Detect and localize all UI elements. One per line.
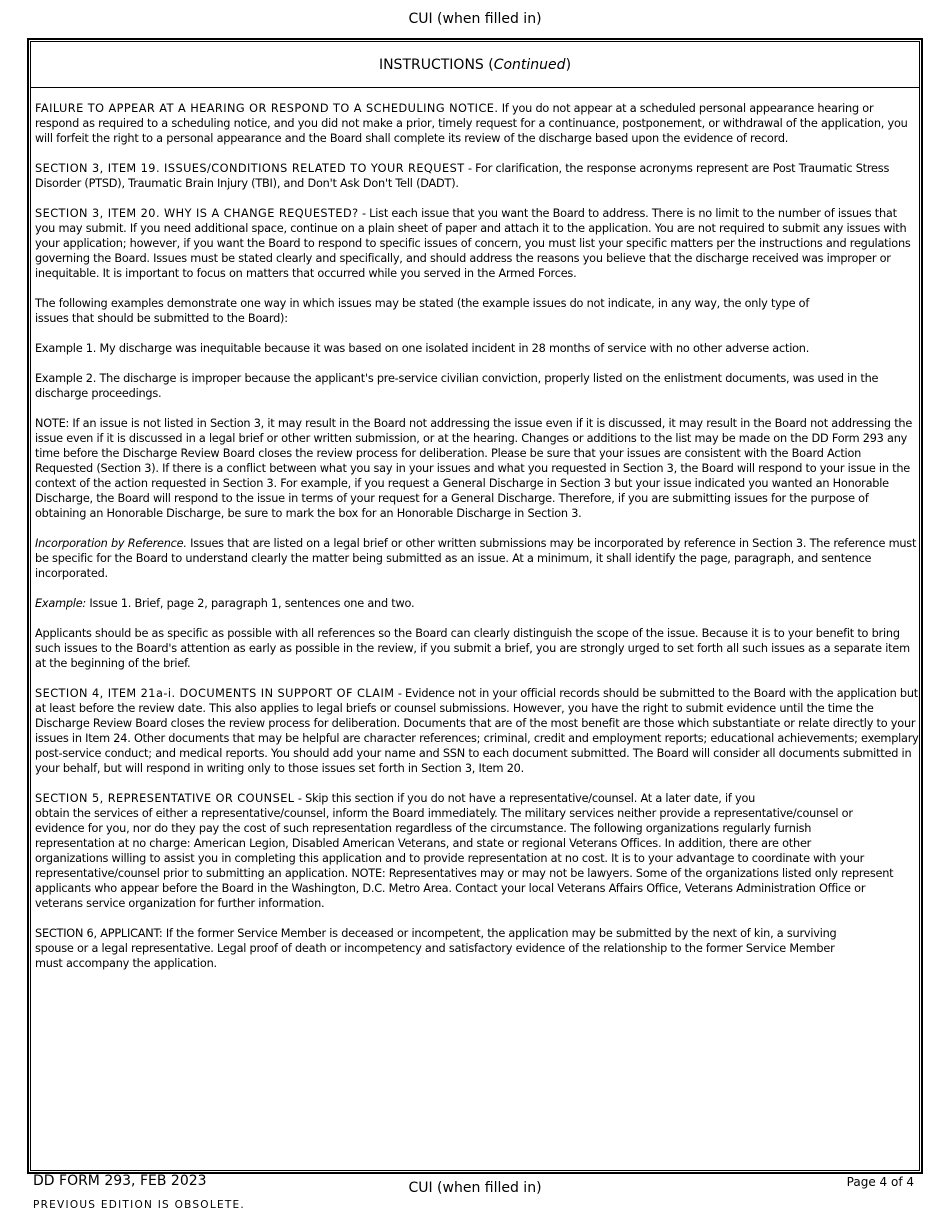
- paragraph-text: - For clarification, the response acronyms represent are Post Traumatic Stress Disorder (PTSD), Traumatic Brain Injury (TBI), and Don't Ask Don't Tell (DADT).: [35, 162, 890, 190]
- paragraph-item-19: [35, 161, 919, 191]
- form-inner-border: [30, 41, 920, 1171]
- paragraph-line: - Skip this section if you do not have a representative/counsel. At a later date, if you: [294, 792, 756, 805]
- paragraph-text: If you do not appear at a scheduled personal appearance hearing or respond as required to a scheduling notice, and you did not make a prior, timely request for a continuance, postponement, or withdrawal of the application, you will forfeit the right to a personal appearance and the Board shall complete its review of the discharge based upon the evidence of record.: [35, 102, 908, 145]
- paragraph-failure-to-appear: [35, 101, 919, 146]
- paragraph-heading: SECTION 3, ITEM 20. WHY IS A CHANGE REQUESTED?: [35, 207, 359, 220]
- paragraph-heading: SECTION 5, REPRESENTATIVE OR COUNSEL: [35, 792, 295, 805]
- paragraph-section-6: [35, 926, 919, 971]
- paragraph-line: veterans service organization for further information.: [35, 897, 325, 910]
- paragraph-text: - List each issue that you want the Board to address. There is no limit to the number of issues that you may submit. If you need additional space, continue on a plain sheet of paper and attach it to the application. You are not required to submit any issues with your application; however, if you want the Board to respond to specific issues of concern, you must list your specific matters per the instructions and regulations governing the Board. Issues must be stated clearly and specifically, and should address the reasons you believe that the discharge received was improper or inequitable. It is important to focus on matters that occurred while you served in the Armed Forces.: [35, 207, 911, 280]
- paragraph-line: obtain the services of either a representative/counsel, inform the Board immediately. The military services neither provide a representative/counsel or: [35, 807, 853, 820]
- paragraph-section-4: [35, 686, 919, 776]
- form-number: DD FORM 293, FEB 2023: [33, 1173, 207, 1189]
- paragraph-item-20: [35, 206, 919, 281]
- paragraph-line: issues that should be submitted to the Board):: [35, 312, 288, 325]
- paragraph-line: applicants who appear before the Board in the Washington, D.C. Metro Area. Contact your local Veterans Affairs Office, Veterans Administration Office or: [35, 882, 866, 895]
- paragraph-line: If the former Service Member is deceased or incompetent, the application may be submitted by the next of kin, a surviving: [162, 927, 837, 940]
- header-title-italic: Continued: [493, 56, 566, 73]
- paragraph-heading: SECTION 6, APPLICANT:: [35, 927, 163, 940]
- paragraph-section-5: [35, 791, 919, 911]
- paragraph-examples-intro: [35, 296, 919, 326]
- paragraph-incorporation: [35, 536, 919, 581]
- form-frame: [27, 38, 923, 1174]
- paragraph-heading: SECTION 3, ITEM 19. ISSUES/CONDITIONS RELATED TO YOUR REQUEST: [35, 162, 465, 175]
- paragraph-text: Issues that are listed on a legal brief or other written submissions may be incorporated by reference in Section 3. The reference must be specific for the Board to understand clearly the matter being submitted as an issue. At a minimum, it shall identify the page, paragraph, and sentence incorporated.: [35, 537, 917, 580]
- paragraph-heading: SECTION 4, ITEM 21a-i. DOCUMENTS IN SUPPORT OF CLAIM: [35, 687, 395, 700]
- paragraph-heading: Incorporation by Reference.: [35, 537, 187, 550]
- paragraph-note: NOTE: If an issue is not listed in Section 3, it may result in the Board not addressing the issue even if it is discussed, it may result in the Board not addressing the issue even if it is discussed in a legal brief or other written submission, or at the hearing. Changes or additions to the list may be made on the DD Form 293 any time before the Discharge Review Board closes the review process for deliberation. Please be sure that your issues are consistent with the Board Action Requested (Section 3). If there is a conflict between what you say in your issues and what you requested in Section 3, the Board will respond to your issue in the context of the action requested in Section 3. For example, if you request a General Discharge in Section 3 but your issue indicated you wanted an Honorable Discharge, the Board will respond to the issue in terms of your request for a General Discharge. Therefore, if you are submitting issues for the purpose of obtaining an Honorable Discharge, be sure to mark the box for an Honorable Discharge in Section 3.: [35, 417, 913, 520]
- paragraph-line: must accompany the application.: [35, 957, 217, 970]
- paragraph-heading: FAILURE TO APPEAR AT A HEARING OR RESPOND TO A SCHEDULING NOTICE.: [35, 102, 499, 115]
- paragraph-example-1: Example 1. My discharge was inequitable because it was based on one isolated incident in 28 months of service with no other adverse action.: [35, 342, 810, 355]
- paragraph-line: organizations willing to assist you in completing this application and to provide representation at no cost. It is to your advantage to coordinate with your: [35, 852, 865, 865]
- instructions-body: [35, 101, 919, 986]
- paragraph-example-reference: [35, 596, 919, 611]
- paragraph-line: spouse or a legal representative. Legal proof of death or incompetency and satisfactory evidence of the relationship to the former Service Member: [35, 942, 835, 955]
- paragraph-line: The following examples demonstrate one way in which issues may be stated (the example issues do not indicate, in any way, the only type of: [35, 297, 810, 310]
- paragraph-line: representation at no charge: American Legion, Disabled American Veterans, and state or regional Veterans Offices. In addition, there are other: [35, 837, 812, 850]
- cui-marking-bottom: CUI (when filled in): [408, 1180, 542, 1196]
- paragraph-text: - Evidence not in your official records should be submitted to the Board with the application but at least before the review date. This also applies to legal briefs or counsel submissions. However, you have the right to submit evidence until the time the Discharge Review Board closes the review process for deliberation. Documents that are of the most benefit are those which substantiate or relate directly to your issues in Item 24. Other documents that may be helpful are character references; criminal, credit and employment reports; educational achievements; exemplary post-service conduct; and medical reports. You should add your name and SSN to each document submitted. The Board will consider all documents submitted in your behalf, but will respond in writing only to those issues set forth in Section 3, Item 20.: [35, 687, 919, 775]
- paragraph-heading: Example:: [35, 597, 87, 610]
- section-header: [31, 42, 919, 88]
- paragraph-specificity: Applicants should be as specific as possible with all references so the Board can clearly distinguish the scope of the issue. Because it is to your benefit to bring such issues to the Board's attention as early as possible in the review, if you submit a brief, you are strongly urged to set forth all such issues as a separate item at the beginning of the brief.: [35, 627, 910, 670]
- paragraph-example-2: Example 2. The discharge is improper because the applicant's pre-service civilian conviction, properly listed on the enlistment documents, was used in the discharge proceedings.: [35, 372, 879, 400]
- previous-edition-note: PREVIOUS EDITION IS OBSOLETE.: [33, 1199, 245, 1211]
- header-title-close: ): [565, 56, 572, 73]
- cui-marking-top: CUI (when filled in): [408, 11, 542, 27]
- paragraph-text: Issue 1. Brief, page 2, paragraph 1, sentences one and two.: [86, 597, 415, 610]
- page-number: Page 4 of 4: [846, 1175, 914, 1189]
- paragraph-line: representative/counsel prior to submitting an application. NOTE: Representatives may or may not be lawyers. Some of the organizations listed only represent: [35, 867, 894, 880]
- paragraph-line: evidence for you, nor do they pay the cost of such representation regardless of the circumstance. The following organizations regularly furnish: [35, 822, 812, 835]
- header-title: INSTRUCTIONS (: [378, 56, 494, 73]
